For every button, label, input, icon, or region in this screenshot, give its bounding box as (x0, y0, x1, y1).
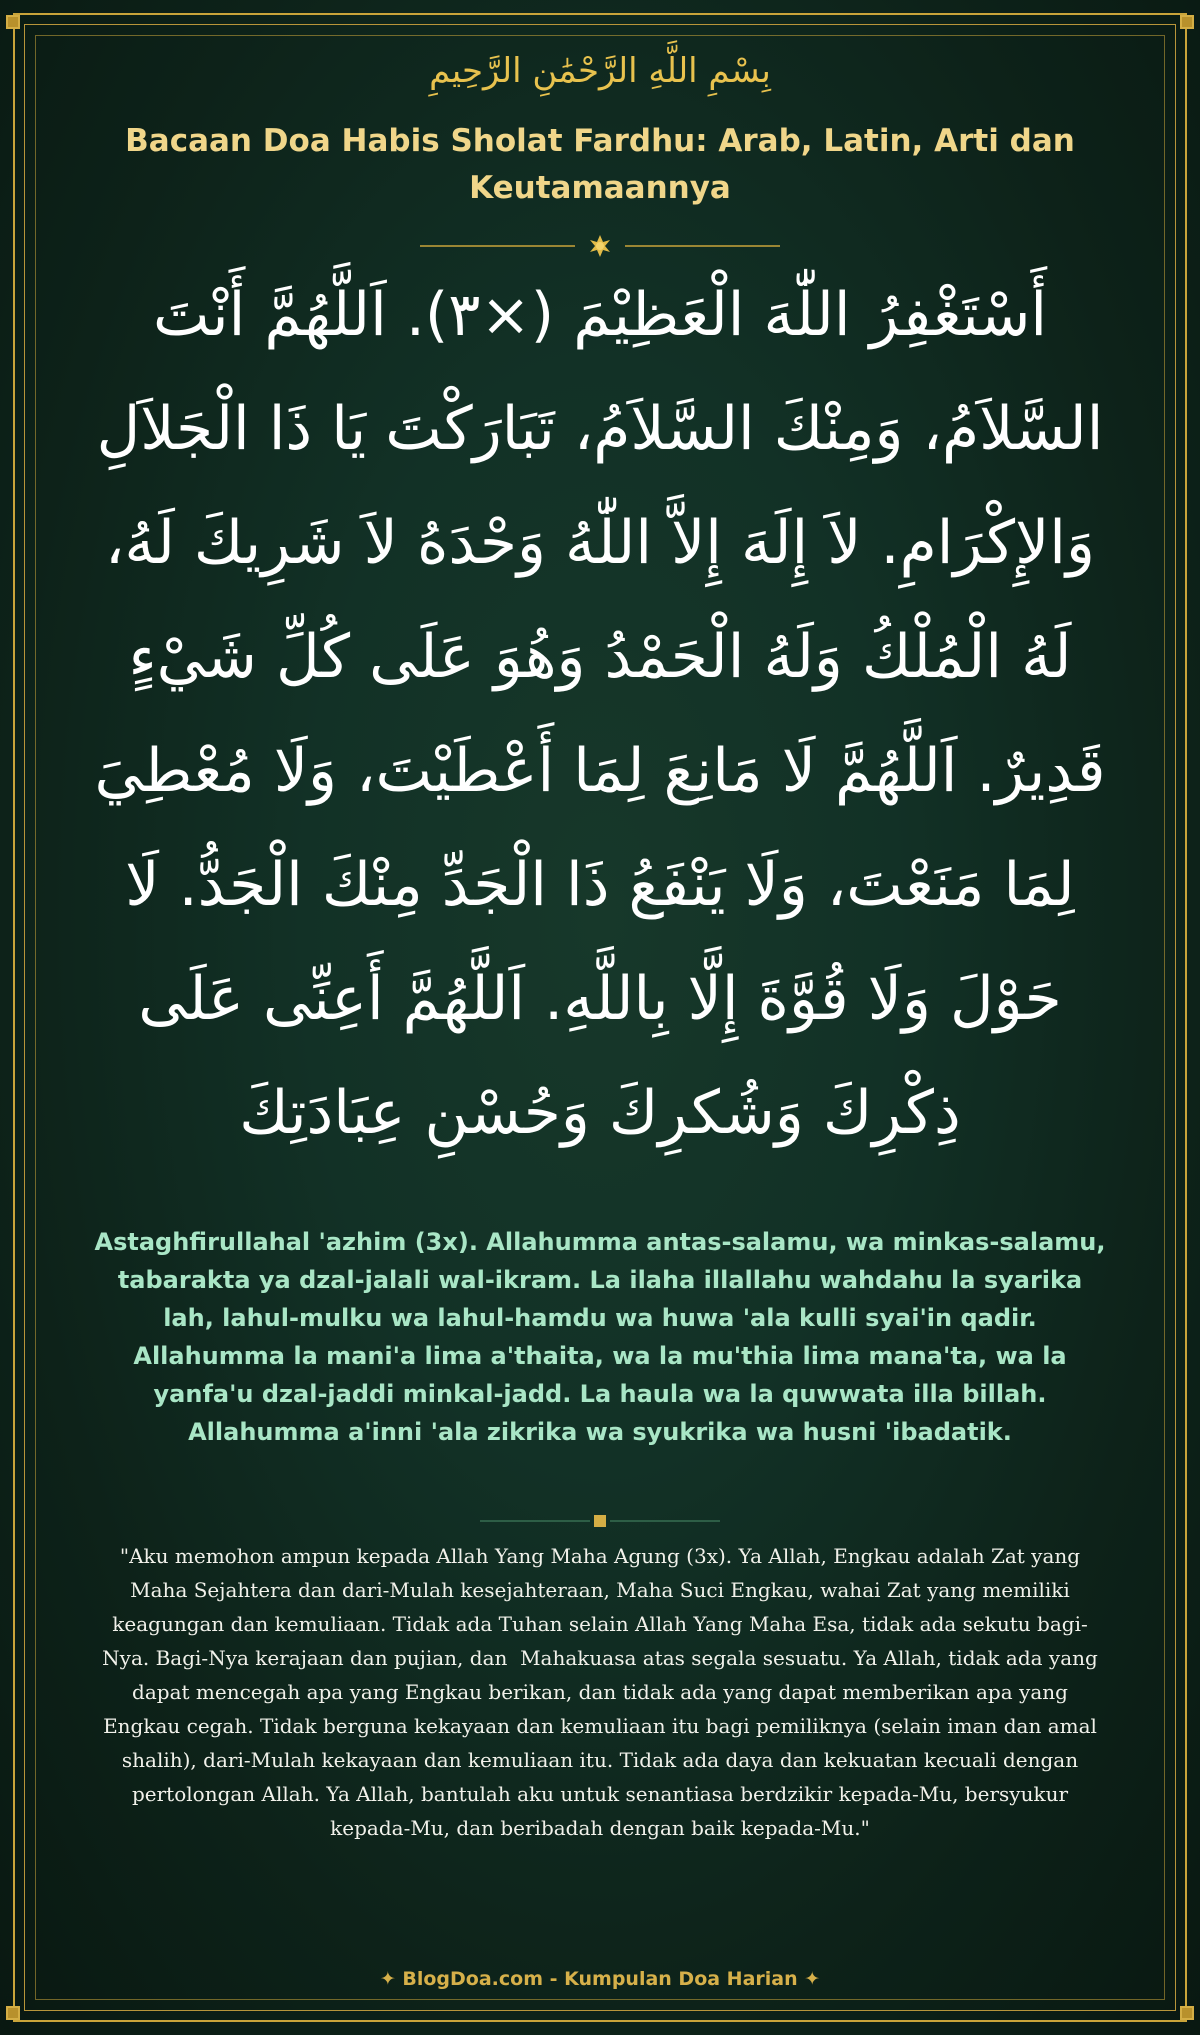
footer-credit: ✦ BlogDoa.com - Kumpulan Doa Harian ✦ (379, 1968, 821, 1990)
ornament-divider-middle (0, 1510, 1200, 1532)
ornament-divider-top (0, 234, 1200, 258)
diamond-ornament-icon (594, 1515, 606, 1527)
arabic-prayer-text: أَسْتَغْفِرُ اللّٰهَ الْعَظِيْمَ (×٣). اَللَّهُمَّ أَنْتَ السَّلاَمُ، وَمِنْكَ السَّلاَمُ، تَبَارَكْتَ يَا ذَا الْجَلاَلِ وَالإِكْرَامِ. لاَ إِلَهَ إِلاَّ اللّٰهُ وَحْدَهُ لاَ شَرِيكَ لَهُ، لَهُ الْمُلْكُ وَلَهُ الْحَمْدُ وَهُوَ عَلَى كُلِّ شَيْءٍ قَدِيرٌ. اَللَّهُمَّ لَا مَانِعَ لِمَا أَعْطَيْتَ، وَلَا مُعْطِيَ لِمَا مَنَعْتَ، وَلَا يَنْفَعُ ذَا الْجَدِّ مِنْكَ الْجَدُّ. لَا حَوْلَ وَلَا قُوَّةَ إِلَّا بِاللَّهِ. اَللَّهُمَّ أَعِنِّى عَلَى ذِكْرِكَ وَشُكرِكَ وَحُسْنِ عِبَادَتِكَ (94, 280, 1106, 1148)
corner-ornament-top-left (6, 15, 20, 29)
indonesian-translation: "Aku memohon ampun kepada Allah Yang Maha Agung (3x). Ya Allah, Engkau adalah Zat yang Maha Sejahtera dan dari-Mulah kesejahteraan, Maha Suci Engkau, wahai Zat yang memiliki keagungan dan kemuliaan. Tidak ada Tuhan selain Allah Yang Maha Esa, tidak ada sekutu bagi-Nya. Bagi-Nya kerajaan dan pujian, dan Mahakuasa atas segala sesuatu. Ya Allah, tidak ada yang dapat mencegah apa yang Engkau berikan, dan tidak ada yang dapat memberikan apa yang Engkau cegah. Tidak berguna kekayaan dan kemuliaan itu bagi pemiliknya (selain iman dan amal shalih), dari-Mulah kekayaan dan kemuliaan itu. Tidak ada daya dan kekuatan kecuali dengan pertolongan Allah. Ya Allah, bantulah aku untuk senantiasa berdzikir kepada-Mu, bersyukur kepada-Mu, dan beribadah dengan baik kepada-Mu." (102, 1544, 1098, 1840)
page-title: Bacaan Doa Habis Sholat Fardhu: Arab, Latin, Arti dan Keutamaannya (125, 123, 1075, 206)
corner-ornament-bottom-left (6, 2006, 20, 2020)
latin-transliteration: Astaghfirullahal 'azhim (3x). Allahumma antas-salamu, wa minkas-salamu, tabarakta ya dzal-jalali wal-ikram. La ilaha illallahu wahdahu la syarika lah, lahul-mulku wa lahul-hamdu wa huwa 'ala kulli syai'in qadir. Allahumma la mani'a lima a'thaita, wa la mu'thia lima mana'ta, wa la yanfa'u dzal-jaddi minkal-jadd. La haula wa la quwwata illa billah. Allahumma a'inni 'ala zikrika wa syukrika wa husni 'ibadatik. (94, 1228, 1106, 1446)
star-ornament-icon (590, 235, 610, 257)
corner-ornament-top-right (1180, 15, 1194, 29)
corner-ornament-bottom-right (1180, 2006, 1194, 2020)
basmalah: بِسْمِ اللَّهِ الرَّحْمَٰنِ الرَّحِيمِ (429, 51, 771, 91)
